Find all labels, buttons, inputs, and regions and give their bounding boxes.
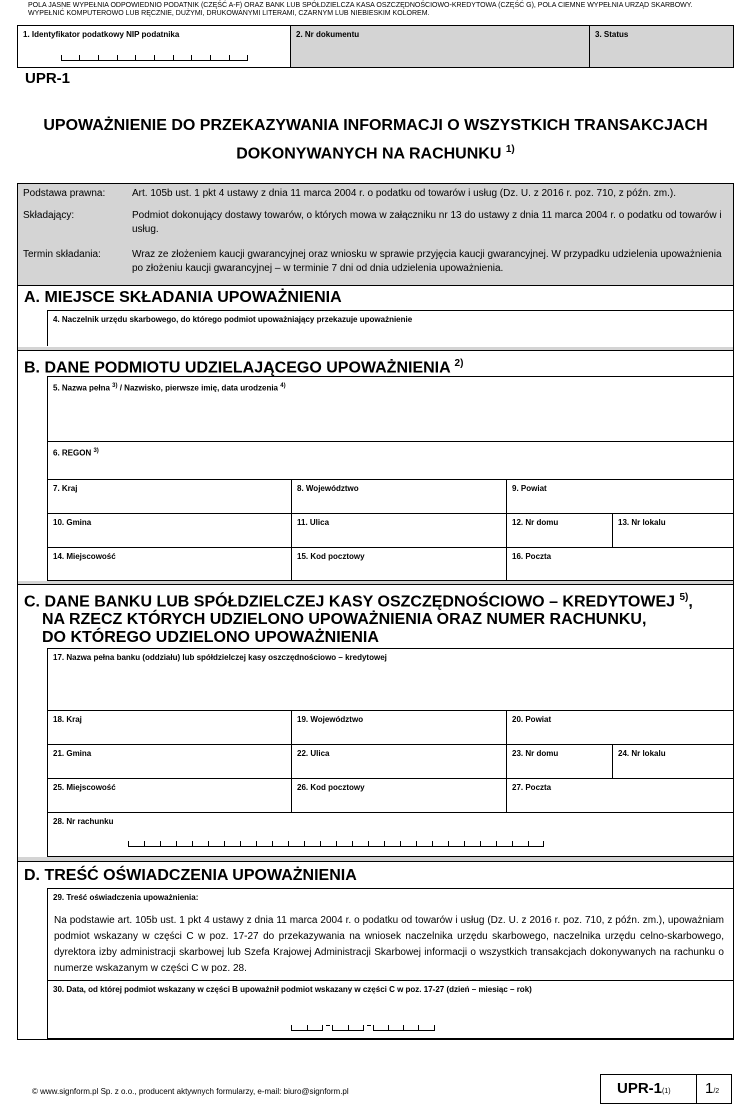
footer-form-code (617, 1080, 671, 1097)
f28-box[interactable] (47, 812, 733, 857)
section-b-note: 2) (454, 358, 464, 369)
f23-box[interactable] (506, 744, 612, 778)
date-dash-2 (367, 1025, 371, 1026)
f10-box[interactable] (47, 513, 291, 547)
f30-box[interactable] (47, 980, 733, 1039)
f5-label (48, 377, 733, 398)
f27-box[interactable] (506, 778, 733, 812)
f6-box[interactable] (47, 441, 733, 479)
title-footnote: 1) (505, 144, 515, 155)
f5-box[interactable] (47, 376, 733, 441)
f20-label: 20. Powiat (512, 715, 552, 724)
f28-label: 28. Nr rachunku (53, 817, 114, 826)
f4-box[interactable] (47, 310, 733, 346)
section-c-title-comma: , (688, 593, 693, 611)
section-c-title-text: C. DANE BANKU LUB SPÓŁDZIELCZEJ KASY OSZCZĘDNOŚCIOWO – KREDYTOWEJ (24, 593, 676, 611)
instructions-text: POLA JASNE WYPEŁNIA ODPOWIEDNIO PODATNIK (CZĘŚĆ A-F) ORAZ BANK LUB SPÓŁDZIELCZA KASA OSZCZĘDNOŚCIOWO-KREDYTOWA (CZĘŚĆ G), POLA CIEMNE WYPEŁNIA URZĄD SKARBOWY. WYPEŁNIĆ KOMPUTEROWO LUB RĘCZNIE, DUŻYMI, DRUKOWANYMI LITERAMI, CZARNYM LUB NIEBIESKIM KOLOREM. (28, 2, 693, 17)
f11-label: 11. Ulica (297, 518, 330, 527)
f5-note2: 4) (280, 383, 286, 389)
f8-label: 8. Województwo (297, 484, 359, 493)
f13-label: 13. Nr lokalu (618, 518, 666, 527)
footer-page-total: /2 (713, 1088, 720, 1095)
f16-box[interactable] (506, 547, 733, 581)
doc-number-label: 2. Nr dokumentu (296, 30, 360, 39)
f29-label: 29. Treść oświadczenia upoważnienia: (53, 893, 199, 902)
f21-box[interactable] (47, 744, 291, 778)
section-c-title-line-2: NA RZECZ KTÓRYCH UDZIELONO UPOWAŻNIENIA ORAZ NUMER RACHUNKU, (42, 611, 647, 629)
f5-label-a: 5. Nazwa pełna (53, 383, 110, 393)
page-title (0, 114, 751, 166)
f15-label: 15. Kod pocztowy (297, 552, 365, 561)
title-line-1: UPOWAŻNIENIE DO PRZEKAZYWANIA INFORMACJI O WSZYSTKICH TRANSAKCJACH (43, 117, 708, 134)
date-dash-1 (326, 1025, 330, 1026)
f19-box[interactable] (291, 710, 506, 744)
section-c-title-line-3: DO KTÓREGO UDZIELONO UPOWAŻNIENIA (42, 629, 379, 647)
section-d-title: D. TREŚĆ OŚWIADCZENIA UPOWAŻNIENIA (24, 867, 357, 884)
deadline-text: Wraz ze złożeniem kaucji gwarancyjnej oraz wniosku w sprawie przyjęcia kaucji gwarancyjnej. W przypadku udzielenia upoważnienia po złożeniu kaucji gwarancyjnej – w terminie 7 dni od dnia udzielenia upoważnienia. (132, 249, 722, 274)
nip-field[interactable] (18, 26, 291, 67)
f18-label: 18. Kraj (53, 715, 82, 724)
footer-divider (696, 1075, 697, 1103)
f17-label: 17. Nazwa pełna banku (oddziału) lub spółdzielczej kasy oszczędnościowo – kredytowej (53, 653, 387, 662)
f14-box[interactable] (47, 547, 291, 581)
footer-page-number: 1 (705, 1080, 714, 1097)
section-c-note: 5) (679, 592, 689, 603)
filer-label: Składający: (23, 210, 75, 221)
footer-version: (1) (662, 1088, 671, 1095)
filer-text: Podmiot dokonujący dostawy towarów, o których mowa w załączniku nr 13 do ustawy z dnia 11 marca 2004 r. o podatku od towarów i usług. (132, 210, 722, 235)
f8-box[interactable] (291, 479, 506, 513)
status-label: 3. Status (595, 30, 629, 39)
f26-label: 26. Kod pocztowy (297, 783, 365, 792)
basis-label: Podstawa prawna: (23, 188, 106, 199)
f12-box[interactable] (506, 513, 612, 547)
f6-label-text: 6. REGON (53, 448, 92, 458)
f10-label: 10. Gmina (53, 518, 92, 527)
f9-box[interactable] (506, 479, 733, 513)
statement-text: Na podstawie art. 105b ust. 1 pkt 4 ustawy z dnia 11 marca 2004 r. o podatku od towarów i usług (Dz. U. z 2016 r. poz. 710, z późn. zm.), upoważniam podmiot wskazany w części C w poz. 17-27 do przekazywania na wniosek naczelnika urzędu skarbowego, naczelnika urzędu celno-skarbowego, dyrektora izby administracji skarbowej lub Szefa Krajowej Administracji Skarbowej informacji o wszystkich transakcjach dokonywanych na rachunku o numerze wskazanym w części C w poz. 28. (54, 915, 724, 974)
date-year-ticks (373, 1024, 435, 1031)
f20-box[interactable] (506, 710, 733, 744)
f6-note: 3) (93, 448, 99, 454)
f21-label: 21. Gmina (53, 749, 92, 758)
section-a-title: A. MIEJSCE SKŁADANIA UPOWAŻNIENIA (24, 289, 342, 306)
f13-box[interactable] (612, 513, 733, 547)
title-line-2-text: DOKONYWANYCH NA RACHUNKU (236, 145, 502, 163)
f25-box[interactable] (47, 778, 291, 812)
f29-box[interactable] (47, 888, 733, 980)
section-b-title (18, 355, 463, 377)
title-line-2 (0, 138, 751, 166)
basis-text: Art. 105b ust. 1 pkt 4 ustawy z dnia 11 marca 2004 r. o podatku od towarów i usług (Dz. U. z 2016 r. poz. 710, z późn. zm.). (132, 188, 676, 199)
date-day-ticks (291, 1024, 323, 1031)
deadline-label: Termin składania: (23, 249, 101, 260)
f25-label: 25. Miejscowość (53, 783, 116, 792)
f7-box[interactable] (47, 479, 291, 513)
f22-label: 22. Ulica (297, 749, 330, 758)
f4-label: 4. Naczelnik urzędu skarbowego, do którego podmiot upoważniający przekazuje upoważnienie (53, 315, 413, 324)
form-code: UPR-1 (25, 70, 71, 87)
f30-label: 30. Data, od której podmiot wskazany w części B upoważnił podmiot wskazany w części C w poz. 17-27 (dzień – miesiąc – rok) (53, 985, 532, 994)
footer-page (705, 1080, 719, 1097)
f14-label: 14. Miejscowość (53, 552, 116, 561)
nip-label: 1. Identyfikator podatkowy NIP podatnika (23, 30, 180, 39)
account-tick-row (128, 840, 544, 847)
footer-code-box (600, 1074, 732, 1104)
footer-copyright: © www.signform.pl Sp. z o.o., producent aktywnych formularzy, e-mail: biuro@signform.pl (32, 1087, 349, 1096)
f27-label: 27. Poczta (512, 783, 552, 792)
f9-label: 9. Powiat (512, 484, 547, 493)
f22-box[interactable] (291, 744, 506, 778)
section-b-title-text: B. DANE PODMIOTU UDZIELAJĄCEGO UPOWAŻNIENIA (24, 359, 451, 377)
footer-form-code-text: UPR-1 (617, 1080, 663, 1097)
f26-box[interactable] (291, 778, 506, 812)
f23-label: 23. Nr domu (512, 749, 559, 758)
f6-label (48, 442, 733, 463)
f24-label: 24. Nr lokalu (618, 749, 666, 758)
f12-label: 12. Nr domu (512, 518, 559, 527)
f18-box[interactable] (47, 710, 291, 744)
f15-box[interactable] (291, 547, 506, 581)
f5-label-b: / Nazwisko, pierwsze imię, data urodzenia (119, 383, 279, 393)
f24-box[interactable] (612, 744, 733, 778)
f7-label: 7. Kraj (53, 484, 78, 493)
f11-box[interactable] (291, 513, 506, 547)
section-c-title (18, 589, 728, 647)
f19-label: 19. Województwo (297, 715, 364, 724)
section-c-title-line-1 (24, 589, 728, 611)
f5-note1: 3) (112, 383, 118, 389)
f17-box[interactable] (47, 648, 733, 710)
f16-label: 16. Poczta (512, 552, 552, 561)
date-month-ticks (332, 1024, 364, 1031)
nip-tick-row (61, 54, 248, 61)
